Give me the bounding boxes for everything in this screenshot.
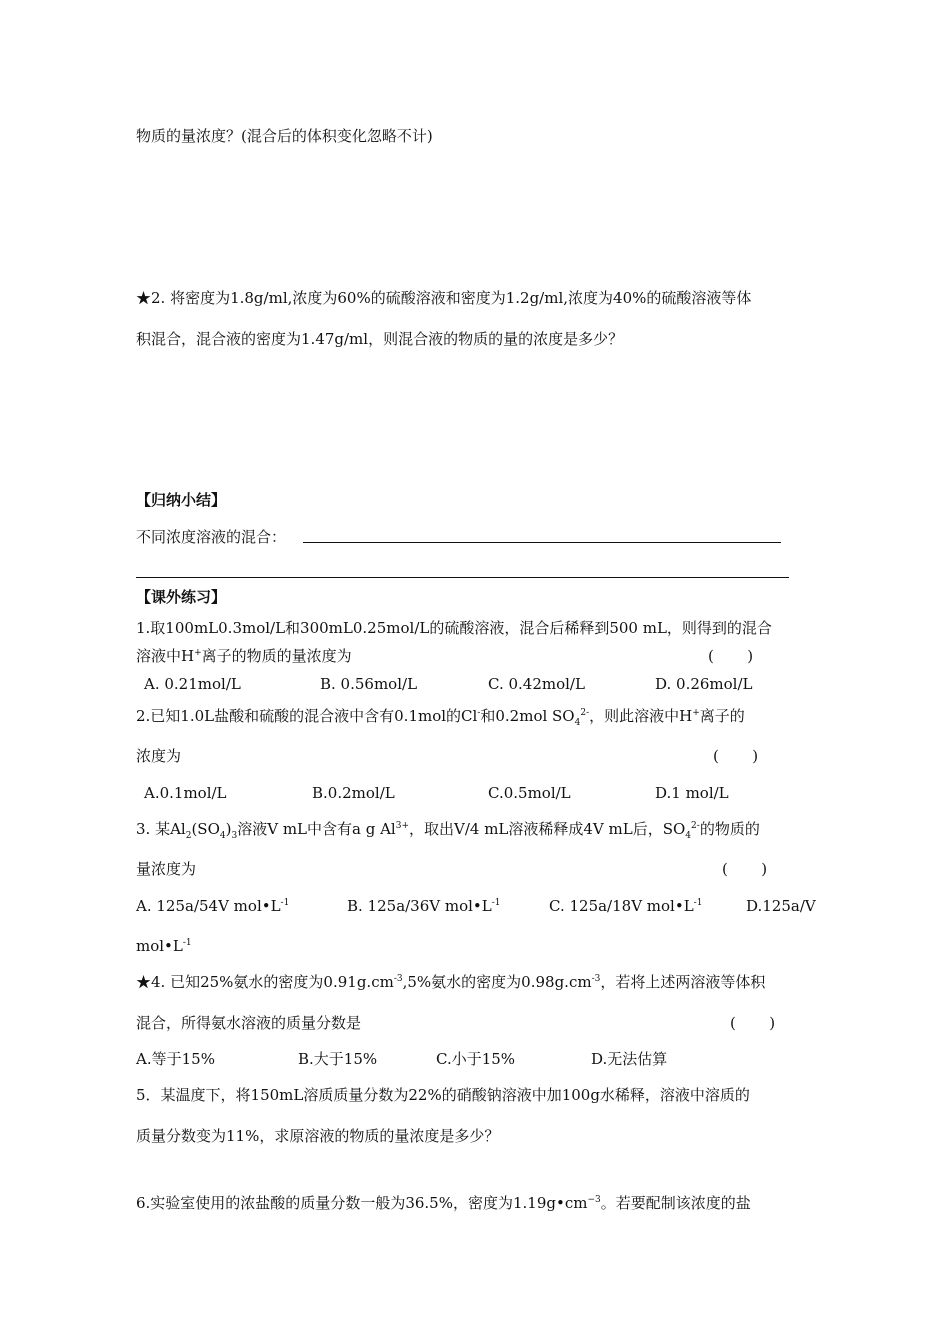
p3-option-b: B. 125a/36V $mol•L^{-1}$ <box>347 897 501 915</box>
q2-line2: 积混合，混合液的密度为1.47g/ml，则混合液的物质的量的浓度是多少？ <box>136 330 624 348</box>
p2-option-d: D.1 mol/L <box>655 784 729 802</box>
p2-line1: 2.已知1.0L盐酸和硫酸的混合液中含有0.1mol的Cl-和0.2mol $SO_4^{2-}$，则此溶液中H+离子的 <box>136 707 745 728</box>
p4-option-d: D.无法估算 <box>591 1050 668 1068</box>
answer-line-2 <box>136 577 789 578</box>
p3-option-d-unit: $mol•L^{-1}$ <box>136 937 192 955</box>
p1-line1: 1.取100mL0.3mol/L和300mL0.25mol/L的硫酸溶液，混合后稀释到500 mL，则得到的混合 <box>136 619 772 637</box>
p3-option-d: D.125a/V <box>746 897 816 915</box>
p4-option-b: B.大于15% <box>298 1050 378 1068</box>
p1-option-a: A. 0.21mol/L <box>144 675 241 693</box>
p4-option-c: C.小于15% <box>436 1050 516 1068</box>
answer-line-1 <box>303 542 781 543</box>
practice-heading: 【课外练习】 <box>136 588 227 606</box>
p4-line2: 混合，所得氨水溶液的质量分数是 <box>136 1014 362 1032</box>
p4-option-a: A.等于15% <box>136 1050 215 1068</box>
p3-option-a: A. 125a/54V $mol•L^{-1}$ <box>136 897 290 915</box>
p2-line2: 浓度为 <box>136 747 182 765</box>
summary-heading: 【归纳小结】 <box>136 491 227 509</box>
p2-option-b: B.0.2mol/L <box>312 784 395 802</box>
p1-answer-paren: ( ) <box>708 647 754 665</box>
summary-prompt: 不同浓度溶液的混合： <box>136 528 287 546</box>
p3-answer-paren: ( ) <box>722 860 768 878</box>
p2-option-c: C.0.5mol/L <box>488 784 571 802</box>
p1-option-b: B. 0.56mol/L <box>320 675 418 693</box>
p5-line1: 5．某温度下，将150mL溶质质量分数为22%的硝酸钠溶液中加100g水稀释，溶液中溶质的 <box>136 1086 750 1104</box>
p2-answer-paren: ( ) <box>713 747 759 765</box>
p1-option-d: D. 0.26mol/L <box>655 675 753 693</box>
p1-line2: 溶液中H+离子的物质的量浓度为 <box>136 647 352 665</box>
p2-option-a: A.0.1mol/L <box>144 784 227 802</box>
p4-answer-paren: ( ) <box>730 1014 776 1032</box>
p6-line1: 6.实验室使用的浓盐酸的质量分数一般为36.5%，密度为$1.19g•cm^{-3}$。若要配制该浓度的盐 <box>136 1194 751 1212</box>
p3-line1: 3. 某$Al_2(SO_4)_3$溶液V mL中含有a g $Al^{3+}$，取出V/4 mL溶液稀释成4V mL后，$SO_4^{2-}$的物质的 <box>136 820 760 841</box>
p4-line1: ★4. 已知25%氨水的密度为$0.91g.cm^{-3},5\%$氨水的密度为$0.98g.cm^{-3}$，若将上述两溶液等体积 <box>136 973 766 991</box>
p5-line2: 质量分数变为11%，求原溶液的物质的量浓度是多少？ <box>136 1127 500 1145</box>
p3-line2: 量浓度为 <box>136 860 197 878</box>
continuation-text: 物质的量浓度？(混合后的体积变化忽略不计) <box>136 127 433 145</box>
p3-option-c: C. 125a/18V $mol•L^{-1}$ <box>549 897 703 915</box>
p1-option-c: C. 0.42mol/L <box>488 675 585 693</box>
q2-line1: ★2. 将密度为1.8g/ml,浓度为60%的硫酸溶液和密度为1.2g/ml,浓度为40%的硫酸溶液等体 <box>136 289 752 307</box>
